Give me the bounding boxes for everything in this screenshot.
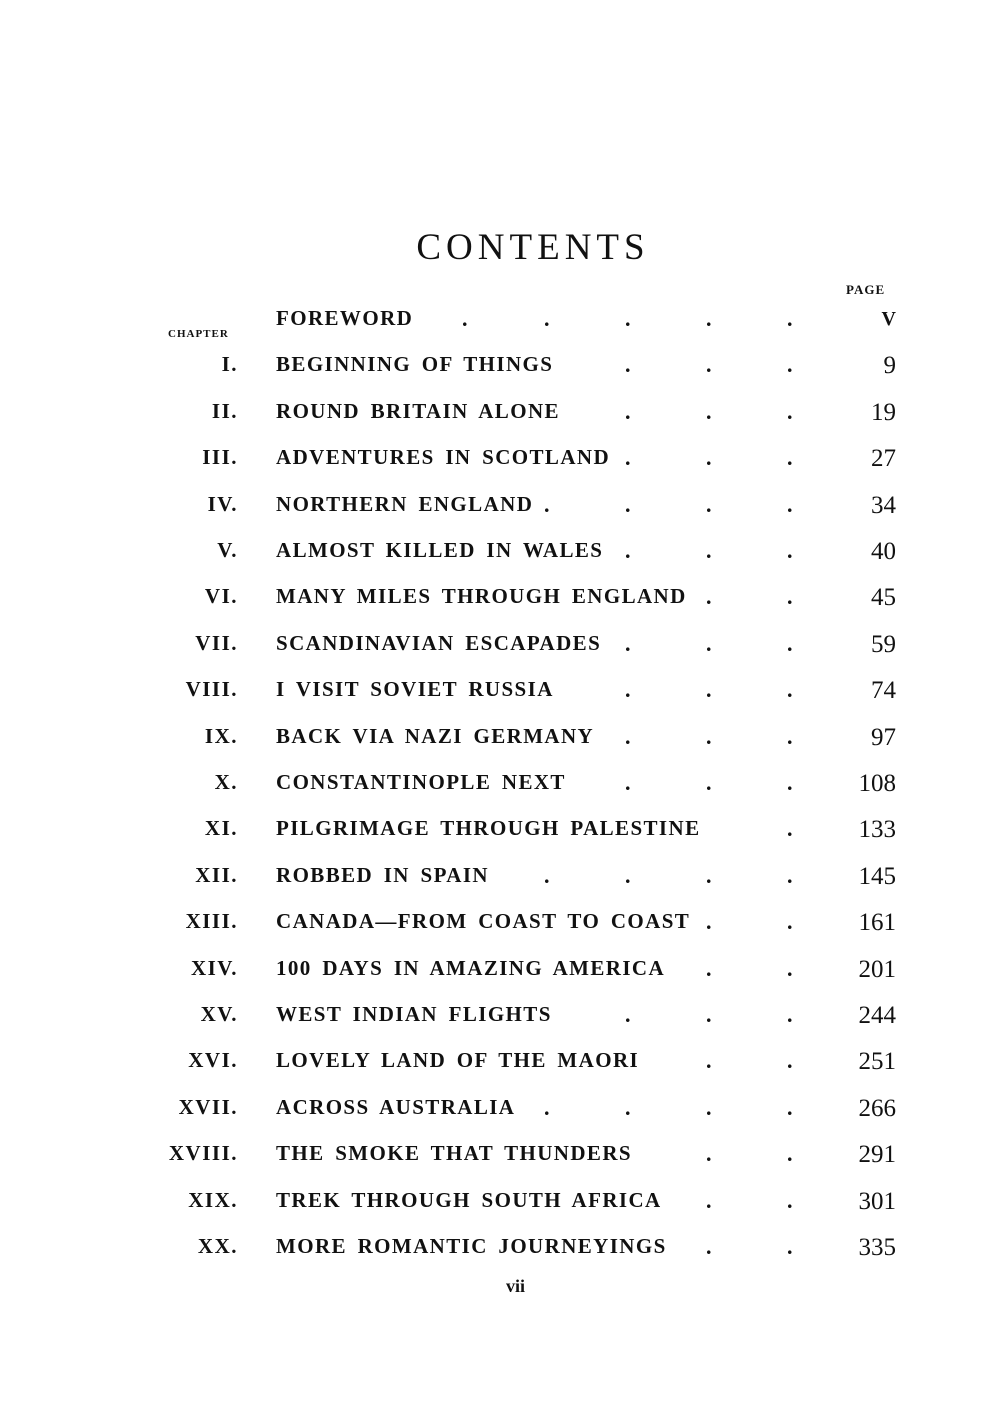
toc-entry [0,627,1000,667]
page-column-heading: PAGE [846,282,886,297]
page-number: 335 [858,1234,896,1261]
leader-dot: . [787,1002,793,1027]
leader-dot: . [462,306,468,331]
leader-dot: . [787,1048,793,1074]
leader-dot: . [706,955,712,981]
chapter-title: ROBBED IN SPAIN [276,862,489,887]
page-number: 161 [858,909,896,937]
chapter-title: FOREWORD [276,306,414,330]
toc-entry [0,488,1000,528]
page-number: 74 [871,677,896,705]
leader-dot: . [787,398,793,424]
leader-dot: . [787,770,793,795]
chapter-number: I. [221,352,238,377]
leader-dot: . [625,538,631,563]
chapter-title: CANADA—FROM COAST TO COAST [276,909,691,934]
toc-entry [0,905,1000,945]
page-number: 201 [858,955,896,983]
leader-dot: . [706,1141,712,1167]
leader-dot: . [787,584,793,610]
leader-dot: . [706,306,712,331]
chapter-title: ADVENTURES IN SCOTLAND [276,445,611,470]
chapter-number: VI. [204,584,238,609]
page-title: CONTENTS [416,227,650,268]
leader-dot: . [625,723,631,749]
leader-dot: . [787,352,793,378]
page-number: 27 [871,445,896,473]
page-number: 59 [871,630,896,658]
chapter-number: V. [217,538,238,562]
leader-dot: . [787,1141,793,1167]
chapter-number: IV. [207,491,238,516]
chapter-title: NORTHERN ENGLAND [276,491,534,516]
leader-dot: . [625,445,631,471]
leader-dot: . [625,1002,631,1027]
chapter-title: ACROSS AUSTRALIA [276,1094,516,1119]
chapter-number: VII. [195,630,238,655]
page-number: 34 [871,491,896,519]
chapter-title: SCANDINAVIAN ESCAPADES [276,630,602,655]
leader-dot: . [706,630,712,656]
page-number: 45 [871,584,896,612]
chapter-title: 100 DAYS IN AMAZING AMERICA [276,955,666,980]
chapter-title: PILGRIMAGE THROUGH PALESTINE [276,816,701,841]
leader-dot: . [706,1234,712,1259]
chapter-number: XIX. [188,1187,238,1212]
page-number: 40 [871,538,896,565]
chapter-number: X. [214,770,238,794]
toc-entry [0,673,1000,713]
leader-dot: . [625,1094,631,1120]
toc-entry [0,1137,1000,1177]
chapter-number: III. [202,445,238,470]
leader-dot: . [787,1187,793,1213]
toc-entry [0,1230,1000,1270]
leader-dot: . [625,862,631,888]
leader-dot: . [625,677,631,703]
chapter-title: LOVELY LAND OF THE MAORI [276,1048,640,1073]
leader-dot: . [706,909,712,935]
toc-entry [0,348,1000,388]
chapter-title: ROUND BRITAIN ALONE [276,398,560,423]
leader-dot: . [706,1187,712,1213]
leader-dot: . [787,538,793,563]
leader-dot: . [787,445,793,471]
leader-dot: . [787,1234,793,1259]
chapter-number: XVII. [178,1094,238,1119]
chapter-number: XX. [197,1234,238,1258]
toc-entry [0,302,1000,342]
leader-dot: . [625,352,631,378]
page-number: 97 [871,723,896,751]
leader-dot: . [625,491,631,517]
leader-dot: . [706,538,712,563]
leader-dot: . [787,630,793,656]
chapter-title: I VISIT SOVIET RUSSIA [276,677,554,702]
leader-dot: . [706,352,712,378]
leader-dot: . [706,491,712,517]
toc-entry [0,1091,1000,1131]
toc-entry [0,859,1000,899]
page-number: 291 [858,1141,896,1169]
chapter-number: XVIII. [168,1141,238,1166]
leader-dot: . [544,1094,550,1120]
leader-dot: . [706,398,712,424]
chapter-number: XIII. [185,909,238,934]
leader-dot: . [787,491,793,517]
leader-dot: . [706,862,712,888]
leader-dot: . [625,630,631,656]
chapter-number: VIII. [185,677,238,702]
toc-entry [0,812,1000,852]
leader-dot: . [706,1048,712,1074]
chapter-number: XI. [204,816,238,841]
leader-dot: . [787,723,793,749]
leader-dot: . [787,955,793,981]
leader-dot: . [706,445,712,471]
chapter-column-heading: CHAPTER [168,328,229,340]
toc-entry [0,952,1000,992]
leader-dot: . [706,677,712,703]
chapter-number: XV. [200,1002,238,1026]
chapter-number: IX. [204,723,238,748]
page-number: 301 [858,1187,896,1215]
chapter-title: BACK VIA NAZI GERMANY [276,723,595,748]
leader-dot: . [544,306,550,331]
toc-entry [0,395,1000,435]
leader-dot: . [787,909,793,935]
chapter-title: MANY MILES THROUGH ENGLAND [276,584,687,609]
page-number: 244 [858,1002,896,1029]
page-number: 19 [871,398,896,426]
page-number: V [881,308,896,330]
toc-entry [0,720,1000,760]
chapter-title: ALMOST KILLED IN WALES [276,538,604,562]
toc-entry [0,1184,1000,1224]
page-number: 133 [858,816,896,844]
chapter-title: MORE ROMANTIC JOURNEYINGS [276,1234,667,1258]
leader-dot: . [625,770,631,795]
page-number: 266 [858,1094,896,1122]
toc-entry [0,998,1000,1038]
leader-dot: . [787,306,793,331]
page-number: 145 [858,862,896,890]
leader-dot: . [787,862,793,888]
leader-dot: . [787,816,793,842]
toc-entry [0,766,1000,806]
leader-dot: . [787,677,793,703]
leader-dot: . [787,1094,793,1120]
leader-dot: . [544,862,550,888]
leader-dot: . [706,770,712,795]
leader-dot: . [625,398,631,424]
page-folio: vii [506,1276,526,1296]
page-number: 108 [858,770,896,797]
leader-dot: . [625,306,631,331]
chapter-number: XII. [195,862,238,887]
leader-dot: . [706,1094,712,1120]
leader-dot: . [706,1002,712,1027]
page-number: 9 [883,352,896,380]
chapter-title: CONSTANTINOPLE NEXT [276,770,566,794]
chapter-title: TREK THROUGH SOUTH AFRICA [276,1187,662,1212]
leader-dot: . [544,491,550,517]
chapter-number: XIV. [190,955,238,980]
chapter-number: II. [211,398,238,423]
chapter-title: BEGINNING OF THINGS [276,352,554,377]
page-number: 251 [858,1048,896,1076]
toc-entry [0,441,1000,481]
toc-entry [0,534,1000,574]
leader-dot: . [706,723,712,749]
toc-entry [0,580,1000,620]
toc-entry [0,1044,1000,1084]
chapter-number: XVI. [188,1048,238,1073]
chapter-title: WEST INDIAN FLIGHTS [276,1002,552,1026]
chapter-title: THE SMOKE THAT THUNDERS [276,1141,632,1166]
leader-dot: . [706,584,712,610]
